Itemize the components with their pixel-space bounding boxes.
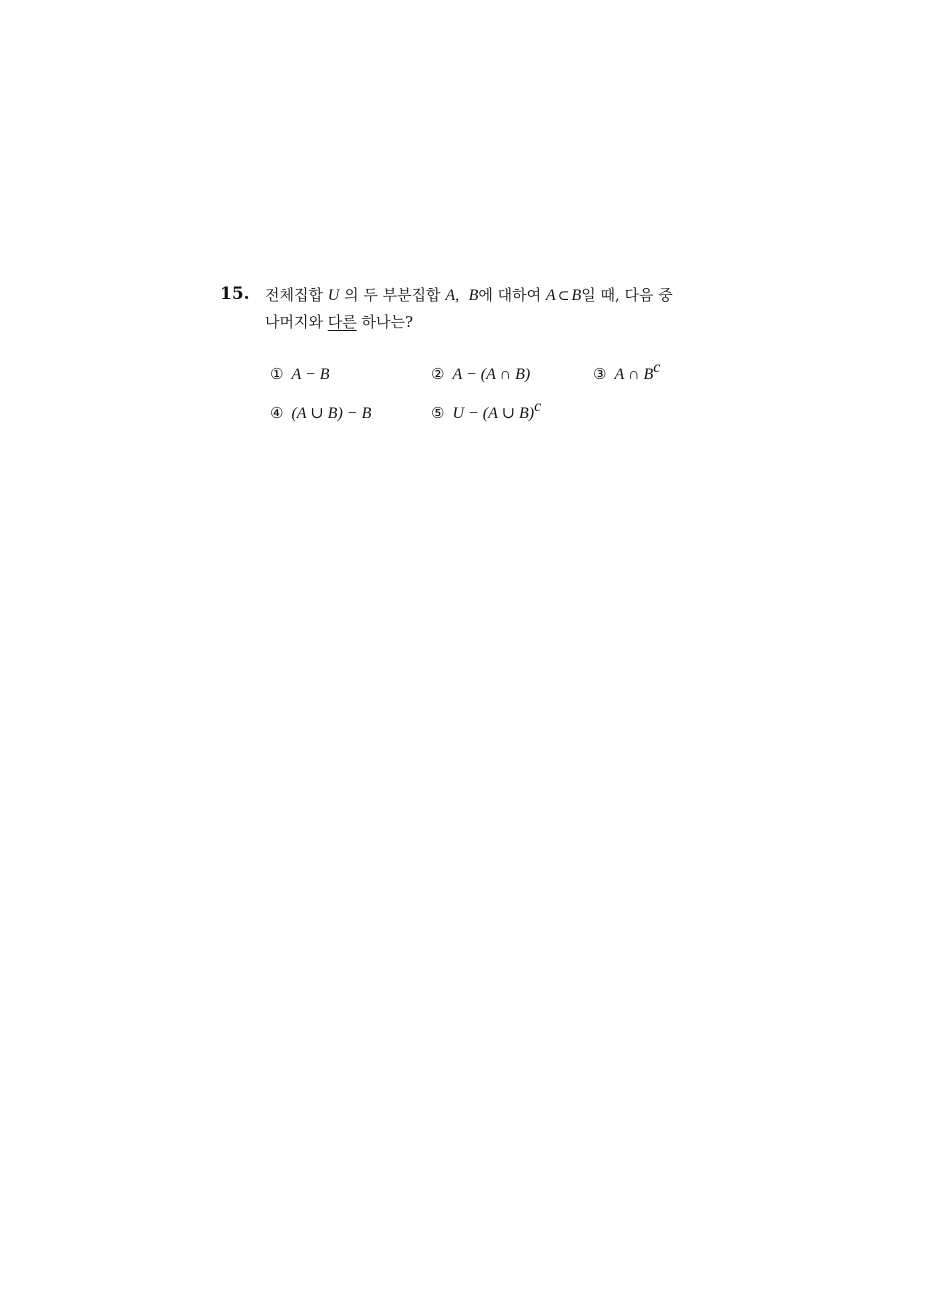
stem-text: 일 때, 다음 중 bbox=[581, 286, 673, 304]
stem-line-1 bbox=[265, 282, 715, 309]
choice-1[interactable] bbox=[270, 364, 330, 385]
choice-3[interactable] bbox=[593, 359, 661, 385]
choice-expression: A − (A ∩ B) bbox=[452, 366, 531, 383]
math-A: A, bbox=[445, 287, 460, 304]
choice-expression: A − B bbox=[291, 366, 330, 383]
stem-text: 에 대하여 bbox=[478, 286, 546, 304]
complement-superscript: c bbox=[534, 398, 542, 415]
choice-2[interactable] bbox=[431, 364, 530, 385]
choice-marker: ③ bbox=[593, 365, 607, 383]
choice-marker: ④ bbox=[270, 404, 284, 422]
stem-line-2 bbox=[265, 309, 715, 335]
choice-expression: U − (A ∪ B) bbox=[452, 405, 535, 422]
choice-marker: ⑤ bbox=[431, 404, 445, 422]
choice-marker: ② bbox=[431, 365, 445, 383]
problem-number: 15. bbox=[220, 284, 250, 304]
math-B: B bbox=[468, 287, 479, 304]
underlined-word: 다른 bbox=[327, 313, 357, 331]
problem-stem bbox=[265, 282, 715, 335]
choice-4[interactable] bbox=[270, 403, 371, 424]
choice-expression: (A ∪ B) − B bbox=[291, 405, 372, 422]
stem-text: 나머지와 bbox=[265, 313, 328, 331]
subset-symbol: ⊂ bbox=[557, 288, 570, 304]
stem-text: 전체집합 bbox=[265, 286, 328, 304]
math-B: B bbox=[571, 287, 582, 304]
math-U: U bbox=[327, 287, 340, 304]
choice-marker: ① bbox=[270, 365, 284, 383]
choice-expression: A ∩ B bbox=[614, 366, 654, 383]
stem-text: 의 두 부분집합 bbox=[339, 286, 446, 304]
math-A: A bbox=[545, 287, 556, 304]
choice-5[interactable] bbox=[431, 398, 542, 424]
complement-superscript: c bbox=[653, 359, 661, 376]
stem-text: 하나는? bbox=[356, 313, 413, 331]
